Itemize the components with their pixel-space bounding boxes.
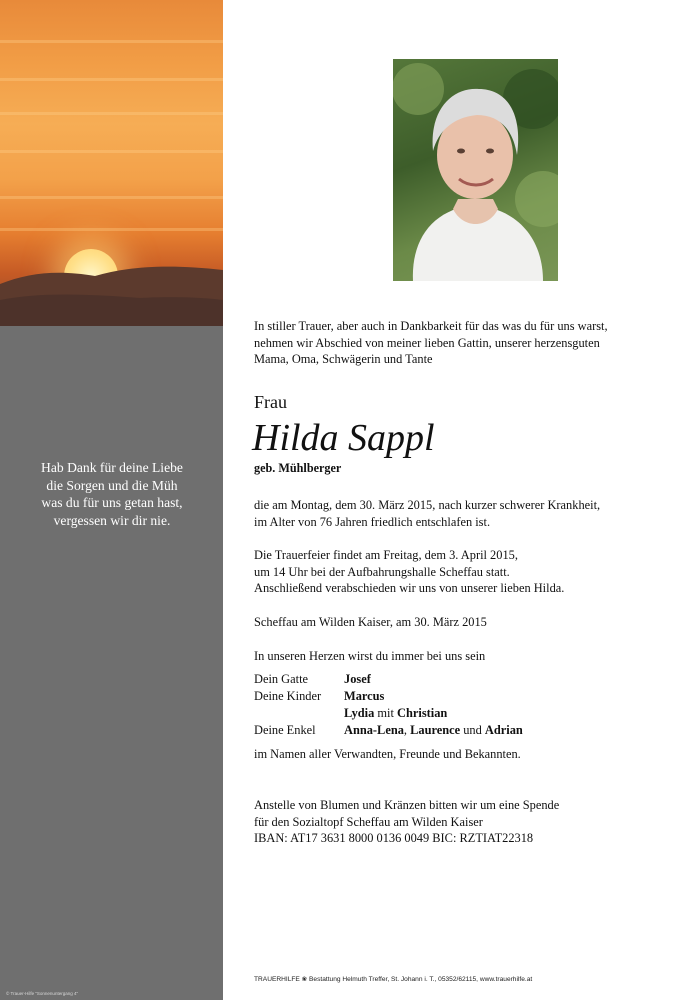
- image-credit: © Trauer-Hilfe "Sonnenuntergang 4": [6, 991, 79, 996]
- intro-text: In stiller Trauer, aber auch in Dankbarkeit für das was du für uns warst, nehmen wir Abschied von meiner lieben Gattin, unserer herzensguten Mama, Oma, Schwägerin und Tante: [254, 319, 608, 366]
- sunset-image: [0, 0, 223, 326]
- relatives-line: im Namen aller Verwandten, Freunde und Bekannten.: [254, 747, 521, 761]
- death-notice: die am Montag, dem 30. März 2015, nach kurzer schwerer Krankheit, im Alter von 76 Jahren friedlich entschlafen ist.: [254, 498, 601, 529]
- sidebar-panel: [0, 0, 223, 1000]
- salutation: Frau: [254, 392, 287, 412]
- maiden-name: geb. Mühlberger: [254, 461, 342, 475]
- hearts-line: In unseren Herzen wirst du immer bei uns sein: [254, 649, 486, 663]
- footer-brand: TRAUERHILFE: [254, 976, 300, 983]
- deceased-name: Hilda Sappl: [252, 417, 435, 459]
- mountain-silhouette: [0, 0, 223, 326]
- donation-notice: Anstelle von Blumen und Kränzen bitten wir um eine Spende für den Sozialtopf Scheffau am Wilden Kaiser IBAN: AT17 3631 8000 0136 0049 BIC: RZTIAT22318: [254, 798, 560, 845]
- footer-logo-icon: ❀: [301, 976, 308, 983]
- place-date: Scheffau am Wilden Kaiser, am 30. März 2015: [254, 615, 487, 629]
- funeral-details: Die Trauerfeier findet am Freitag, dem 3. April 2015, um 14 Uhr bei der Aufbahrungshalle Scheffau statt. Anschließend verabschieden wir uns von unserer lieben Hilda.: [254, 548, 565, 595]
- portrait-photo: [393, 59, 558, 281]
- memorial-quote: Hab Dank für deine Liebe die Sorgen und die Müh was du für uns getan hast, vergessen wir dir nie.: [41, 460, 183, 528]
- footer-text: Bestattung Helmuth Treffer, St. Johann i. T., 05352/62115, www.trauerhilfe.at: [309, 976, 533, 983]
- footer-credit: [254, 975, 532, 983]
